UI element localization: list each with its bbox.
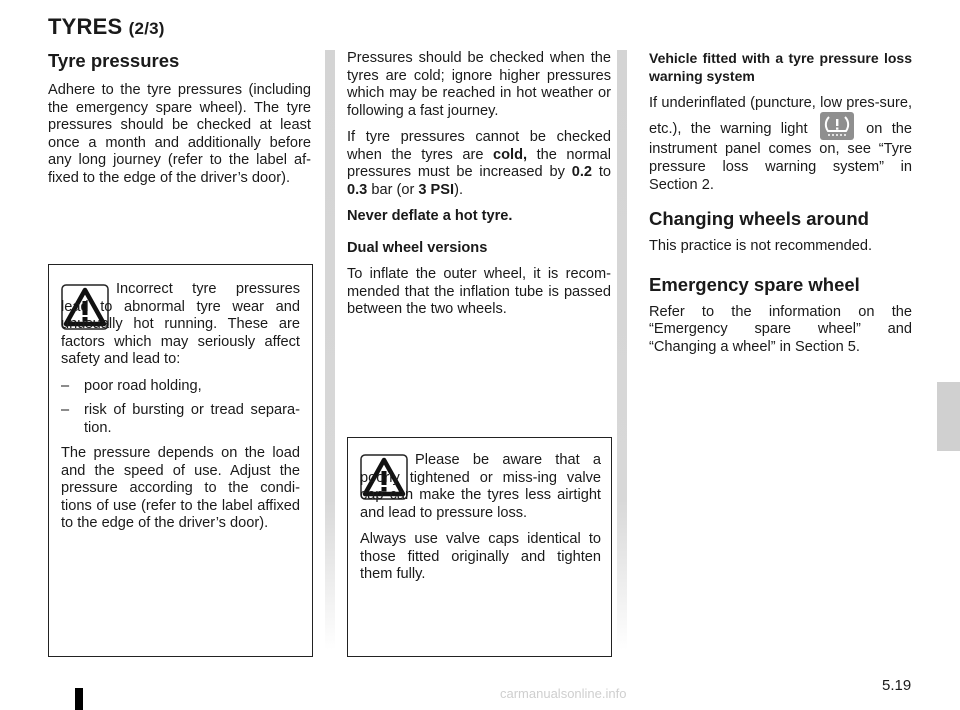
column-3 — [649, 50, 912, 356]
section-tab — [937, 382, 960, 451]
text: the normal pressures must be increased by — [347, 146, 611, 180]
changing-wheels-text: This practice is not recommended. — [649, 238, 873, 254]
pressure-value-min: 0.2 — [571, 164, 592, 180]
warning-content — [61, 281, 300, 533]
text: ). — [454, 181, 464, 198]
vehicle-system-heading: Vehicle fitted with a tyre pressure loss warning system — [649, 50, 912, 84]
warning-bullet: – risk of bursting or tread separa-tion. — [61, 402, 300, 437]
title-part: (2/3) — [128, 19, 165, 38]
dual-wheel-paragraph: To inflate the outer wheel, it is recom-mended that the inflation tube is passed between the two wheels. — [347, 266, 611, 317]
dual-wheel-heading: Dual wheel versions — [347, 239, 488, 256]
text: on the instrument panel comes on, see “Tyre pressure loss warning system” in Section 2. — [649, 121, 912, 193]
footer-bar — [75, 688, 83, 710]
emphasis-cold: cold, — [492, 146, 528, 163]
warning-box-pressures — [48, 264, 313, 657]
pressure-value-psi: 3 PSI — [418, 181, 455, 198]
never-deflate-text: Never deflate a hot tyre. — [347, 208, 513, 224]
text: If tyre pressures cannot be checked when the tyres are — [347, 129, 611, 163]
page-number: 5.19 — [882, 677, 912, 694]
section-heading-tyre-pressures: Tyre pressures — [48, 50, 180, 71]
warning-intro: Incorrect tyre pressures lead to abnormal tyre wear and unusually hot running. These are factors which may seriously affect safety and lead to: — [61, 281, 300, 367]
column-2 — [347, 50, 611, 319]
column-separator — [325, 50, 335, 650]
spare-wheel-text: Refer to the information on the “Emergency spare wheel” and “Changing a wheel” in Section 5. — [649, 303, 912, 355]
warning-bullet: – poor road holding, — [61, 378, 300, 396]
tyre-pressure-warning-light-icon — [820, 112, 854, 140]
column-1 — [48, 50, 311, 187]
title-text: TYRES — [48, 14, 123, 39]
warning-box-valve-cap — [347, 437, 612, 657]
valve-cap-advice: Always use valve caps identical to those fitted originally and tighten them fully. — [360, 531, 601, 582]
check-cold-paragraph: Pressures should be checked when the tyres are cold; ignore higher pressures which may be reached in hot weather or following a fast journey. — [347, 50, 611, 119]
warning-content — [360, 452, 601, 584]
warning-closing: The pressure depends on the load and the speed of use. Adjust the pressure according to the condi-tions of use (refer to the label affixed to the edge of the driver’s door). — [61, 445, 300, 531]
watermark: carmanualsonline.info — [500, 686, 627, 701]
warning-light-paragraph — [649, 94, 912, 194]
pressure-value-max: 0.3 — [347, 181, 368, 198]
section-heading-changing-wheels: Changing wheels around — [649, 208, 869, 229]
text: to — [592, 164, 611, 180]
hot-check-paragraph — [347, 129, 611, 199]
text: If underinflated (puncture, low pres-sure, etc.), the warning light — [649, 95, 912, 137]
tyre-pressures-paragraph: Adhere to the tyre pressures (including the emergency spare wheel). The tyre pressures should be checked at least once a month and additionally before any long journey (refer to the label af-fixed to the edge of the driver’s door). — [48, 82, 311, 186]
text: bar (or — [367, 181, 419, 198]
section-heading-spare-wheel: Emergency spare wheel — [649, 273, 860, 295]
valve-cap-warning: Please be aware that a poorly tightened or miss-ing valve cap can make the tyres less airtight and lead to pressure loss. — [360, 452, 601, 521]
page-title — [48, 14, 165, 40]
column-separator — [617, 50, 627, 650]
